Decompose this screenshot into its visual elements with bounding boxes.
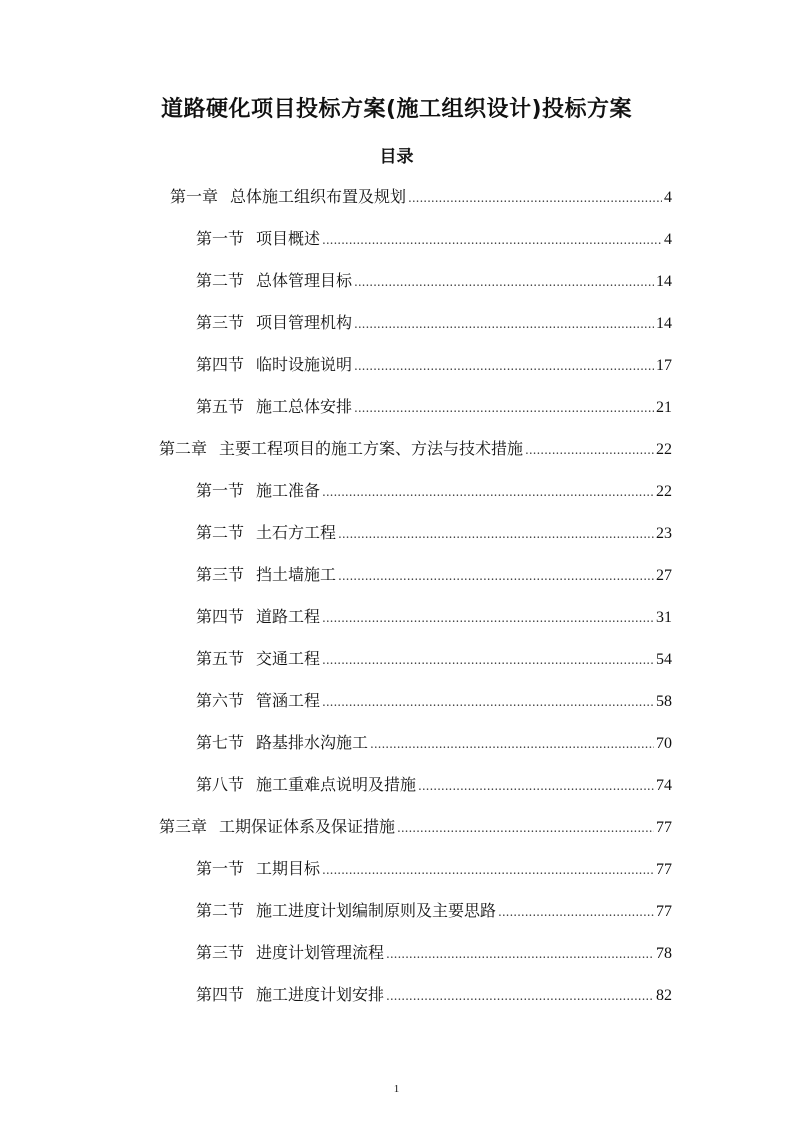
toc-entry-number: 第三章 [159,817,208,836]
toc-entry-title: 施工准备 [256,481,321,500]
page-number: 1 [393,1083,400,1095]
toc-entry-title: 施工重难点说明及措施 [256,775,417,794]
toc-entry-number: 第三节 [196,565,245,584]
toc-entry-page: 58 [656,693,672,710]
toc-entry-title: 施工进度计划编制原则及主要思路 [256,901,497,920]
toc-entry-title: 施工总体安排 [256,397,353,416]
toc-leader-dots [322,477,654,507]
toc-leader-dots [322,687,654,717]
toc-entry-page: 21 [656,399,672,416]
toc-heading: 目录 [379,147,414,167]
toc-entry-title: 主要工程项目的施工方案、方法与技术措施 [219,439,524,458]
toc-entry-page: 4 [664,231,672,248]
toc-entry-page: 27 [656,567,672,584]
toc-leader-dots [354,267,654,297]
toc-entry-page: 23 [656,525,672,542]
toc-entry-number: 第二节 [196,271,245,290]
toc-entry-title: 交通工程 [256,649,321,668]
toc-entry-page: 82 [656,987,672,1004]
toc-entry-section[interactable] [196,686,672,716]
toc-entry-title: 项目管理机构 [256,313,353,332]
toc-entry-number: 第五节 [196,397,245,416]
toc-entry-title: 总体管理目标 [256,271,353,290]
toc-entry-number: 第二节 [196,901,245,920]
toc-entry-section[interactable] [196,938,672,968]
toc-entry-title: 进度计划管理流程 [256,943,385,962]
toc-entry-page: 17 [656,357,672,374]
toc-entry-title: 工期目标 [256,859,321,878]
toc-entry-page: 31 [656,609,672,626]
toc-entry-number: 第三节 [196,943,245,962]
toc-leader-dots [370,729,654,759]
toc-entry-number: 第一节 [196,859,245,878]
toc-entry-page: 54 [656,651,672,668]
toc-entry-number: 第五节 [196,649,245,668]
toc-entry-title: 项目概述 [256,229,321,248]
toc-entry-page: 70 [656,735,672,752]
toc-entry-number: 第四节 [196,985,245,1004]
toc-entry-section[interactable] [196,266,672,296]
toc-entry-title: 工期保证体系及保证措施 [219,817,396,836]
toc-entry-chapter-2[interactable] [159,434,672,464]
toc-entry-page: 74 [656,777,672,794]
toc-entry-section[interactable] [196,308,672,338]
toc-entry-number: 第三节 [196,313,245,332]
toc-entry-title: 总体施工组织布置及规划 [230,187,407,206]
toc-leader-dots [354,309,654,339]
toc-entry-section[interactable] [196,476,672,506]
toc-leader-dots [322,855,654,885]
toc-leader-dots [354,351,654,381]
toc-entry-number: 第二节 [196,523,245,542]
toc-entry-section[interactable] [196,224,672,254]
toc-entry-section[interactable] [196,392,672,422]
toc-leader-dots [408,183,662,213]
toc-entry-page: 4 [664,189,672,206]
toc-entry-number: 第一节 [196,481,245,500]
toc-leader-dots [354,393,654,423]
toc-leader-dots [338,561,654,591]
toc-leader-dots [322,225,662,255]
toc-entry-chapter-3[interactable] [159,812,672,842]
toc-entry-section[interactable] [196,350,672,380]
toc-entry-page: 22 [656,483,672,500]
toc-entry-title: 管涵工程 [256,691,321,710]
toc-entry-section[interactable] [196,728,672,758]
toc-entry-chapter-1[interactable] [170,182,672,212]
toc-entry-section[interactable] [196,854,672,884]
toc-entry-page: 14 [656,315,672,332]
toc-entry-page: 77 [656,819,672,836]
toc-entry-section[interactable] [196,896,672,926]
toc-entry-number: 第四节 [196,607,245,626]
toc-entry-title: 道路工程 [256,607,321,626]
toc-leader-dots [338,519,654,549]
toc-entry-section[interactable] [196,644,672,674]
toc-leader-dots [322,645,654,675]
toc-entry-section[interactable] [196,770,672,800]
toc-entry-title: 临时设施说明 [256,355,353,374]
toc-leader-dots [418,771,654,801]
toc-entry-number: 第一章 [170,187,219,206]
toc-entry-page: 78 [656,945,672,962]
toc-entry-section[interactable] [196,518,672,548]
toc-entry-page: 77 [656,903,672,920]
toc-entry-section[interactable] [196,602,672,632]
toc-entry-number: 第七节 [196,733,245,752]
toc-entry-page: 77 [656,861,672,878]
toc-entry-number: 第六节 [196,691,245,710]
toc-entry-title: 土石方工程 [256,523,337,542]
page-title: 道路硬化项目投标方案(施工组织设计)投标方案 [160,97,633,122]
toc-entry-section[interactable] [196,980,672,1010]
toc-leader-dots [386,939,654,969]
toc-leader-dots [322,603,654,633]
toc-entry-number: 第二章 [159,439,208,458]
toc-entry-number: 第一节 [196,229,245,248]
toc-entry-title: 施工进度计划安排 [256,985,385,1004]
toc-entry-page: 14 [656,273,672,290]
toc-entry-number: 第四节 [196,355,245,374]
toc-leader-dots [386,981,654,1011]
toc-entry-title: 挡土墙施工 [256,565,337,584]
toc-entry-section[interactable] [196,560,672,590]
toc-leader-dots [397,813,654,843]
toc-entry-page: 22 [656,441,672,458]
toc-entry-title: 路基排水沟施工 [256,733,369,752]
toc-leader-dots [525,435,654,465]
toc-leader-dots [498,897,654,927]
toc-entry-number: 第八节 [196,775,245,794]
